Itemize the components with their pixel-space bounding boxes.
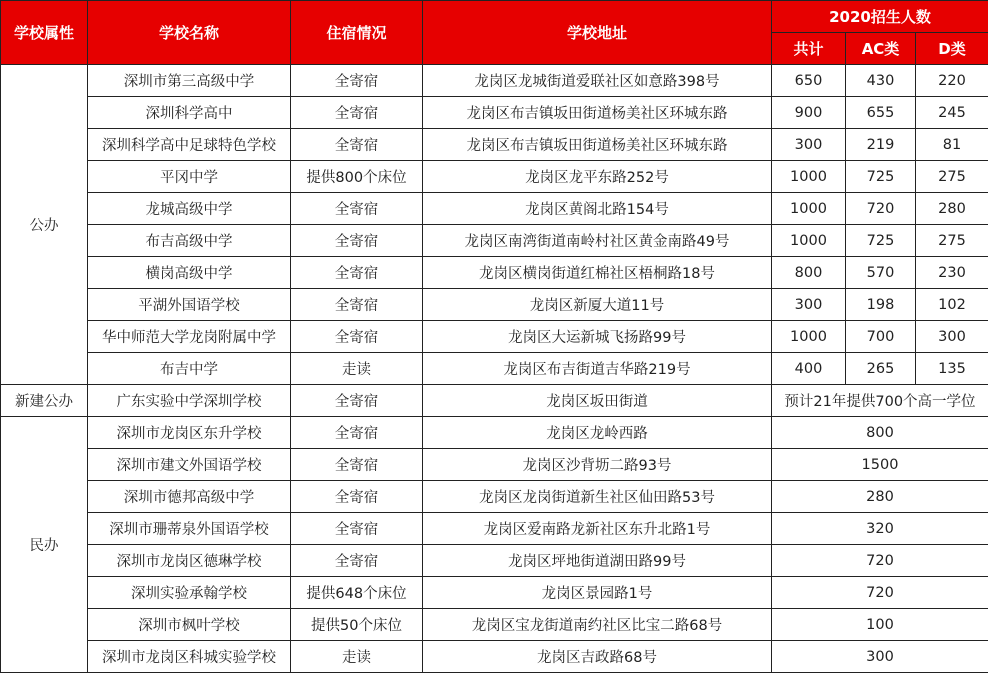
ac-cell: 720 — [846, 193, 916, 225]
ac-cell: 198 — [846, 289, 916, 321]
accommodation-cell: 全寄宿 — [291, 289, 423, 321]
accommodation-cell: 全寄宿 — [291, 449, 423, 481]
total-cell: 400 — [772, 353, 846, 385]
address-cell: 龙岗区布吉街道吉华路219号 — [423, 353, 772, 385]
d-cell: 220 — [916, 65, 988, 97]
ac-cell: 265 — [846, 353, 916, 385]
ac-cell: 725 — [846, 161, 916, 193]
address-cell: 龙岗区沙背坜二路93号 — [423, 449, 772, 481]
header-address: 学校地址 — [423, 1, 772, 65]
enrollment-merged-cell: 100 — [772, 609, 988, 641]
table-row — [1, 417, 988, 449]
table-row — [1, 545, 988, 577]
enrollment-merged-cell: 1500 — [772, 449, 988, 481]
table-row — [1, 161, 988, 193]
table-row — [1, 385, 988, 417]
accommodation-cell: 全寄宿 — [291, 225, 423, 257]
address-cell: 龙岗区龙平东路252号 — [423, 161, 772, 193]
accommodation-cell: 提供648个床位 — [291, 577, 423, 609]
address-cell: 龙岗区大运新城飞扬路99号 — [423, 321, 772, 353]
school-name-cell: 深圳科学高中 — [88, 97, 291, 129]
accommodation-cell: 提供800个床位 — [291, 161, 423, 193]
address-cell: 龙岗区龙岗街道新生社区仙田路53号 — [423, 481, 772, 513]
enrollment-merged-cell: 720 — [772, 545, 988, 577]
table-row — [1, 513, 988, 545]
d-cell: 300 — [916, 321, 988, 353]
school-name-cell: 华中师范大学龙岗附属中学 — [88, 321, 291, 353]
d-cell: 245 — [916, 97, 988, 129]
table-row — [1, 257, 988, 289]
accommodation-cell: 全寄宿 — [291, 417, 423, 449]
address-cell: 龙岗区南湾街道南岭村社区黄金南路49号 — [423, 225, 772, 257]
d-cell: 280 — [916, 193, 988, 225]
d-cell: 275 — [916, 161, 988, 193]
school-type-cell: 民办 — [1, 417, 88, 673]
school-type-cell: 新建公办 — [1, 385, 88, 417]
header-total: 共计 — [772, 33, 846, 65]
table-body — [1, 65, 988, 673]
school-name-cell: 深圳市珊蒂泉外国语学校 — [88, 513, 291, 545]
address-cell: 龙岗区龙城街道爱联社区如意路398号 — [423, 65, 772, 97]
address-cell: 龙岗区黄阁北路154号 — [423, 193, 772, 225]
school-name-cell: 龙城高级中学 — [88, 193, 291, 225]
ac-cell: 219 — [846, 129, 916, 161]
ac-cell: 700 — [846, 321, 916, 353]
school-name-cell: 平湖外国语学校 — [88, 289, 291, 321]
school-name-cell: 深圳市德邦高级中学 — [88, 481, 291, 513]
table-row — [1, 641, 988, 673]
accommodation-cell: 全寄宿 — [291, 193, 423, 225]
address-cell: 龙岗区布吉镇坂田街道杨美社区环城东路 — [423, 97, 772, 129]
school-name-cell: 广东实验中学深圳学校 — [88, 385, 291, 417]
total-cell: 1000 — [772, 161, 846, 193]
total-cell: 1000 — [772, 225, 846, 257]
table-row — [1, 321, 988, 353]
school-name-cell: 深圳市枫叶学校 — [88, 609, 291, 641]
accommodation-cell: 全寄宿 — [291, 65, 423, 97]
address-cell: 龙岗区坂田街道 — [423, 385, 772, 417]
enrollment-merged-cell: 720 — [772, 577, 988, 609]
table-row — [1, 129, 988, 161]
total-cell: 900 — [772, 97, 846, 129]
school-name-cell: 布吉高级中学 — [88, 225, 291, 257]
school-name-cell: 深圳市建文外国语学校 — [88, 449, 291, 481]
accommodation-cell: 全寄宿 — [291, 97, 423, 129]
total-cell: 1000 — [772, 193, 846, 225]
enrollment-merged-cell: 800 — [772, 417, 988, 449]
enrollment-merged-cell: 预计21年提供700个高一学位 — [772, 385, 988, 417]
table-row — [1, 65, 988, 97]
total-cell: 1000 — [772, 321, 846, 353]
table-row — [1, 353, 988, 385]
accommodation-cell: 全寄宿 — [291, 385, 423, 417]
d-cell: 275 — [916, 225, 988, 257]
ac-cell: 430 — [846, 65, 916, 97]
accommodation-cell: 走读 — [291, 353, 423, 385]
address-cell: 龙岗区龙岭西路 — [423, 417, 772, 449]
table-row — [1, 577, 988, 609]
d-cell: 81 — [916, 129, 988, 161]
address-cell: 龙岗区布吉镇坂田街道杨美社区环城东路 — [423, 129, 772, 161]
school-type-cell: 公办 — [1, 65, 88, 385]
address-cell: 龙岗区宝龙街道南约社区比宝二路68号 — [423, 609, 772, 641]
header-accommodation: 住宿情况 — [291, 1, 423, 65]
table-row — [1, 97, 988, 129]
accommodation-cell: 提供50个床位 — [291, 609, 423, 641]
ac-cell: 655 — [846, 97, 916, 129]
school-name-cell: 布吉中学 — [88, 353, 291, 385]
table-row — [1, 193, 988, 225]
school-name-cell: 横岗高级中学 — [88, 257, 291, 289]
d-cell: 135 — [916, 353, 988, 385]
total-cell: 300 — [772, 129, 846, 161]
school-name-cell: 深圳市龙岗区德琳学校 — [88, 545, 291, 577]
accommodation-cell: 全寄宿 — [291, 481, 423, 513]
total-cell: 800 — [772, 257, 846, 289]
accommodation-cell: 走读 — [291, 641, 423, 673]
ac-cell: 570 — [846, 257, 916, 289]
school-name-cell: 深圳实验承翰学校 — [88, 577, 291, 609]
table-row — [1, 225, 988, 257]
total-cell: 300 — [772, 289, 846, 321]
d-cell: 102 — [916, 289, 988, 321]
table-row — [1, 481, 988, 513]
accommodation-cell: 全寄宿 — [291, 321, 423, 353]
ac-cell: 725 — [846, 225, 916, 257]
address-cell: 龙岗区爱南路龙新社区东升北路1号 — [423, 513, 772, 545]
accommodation-cell: 全寄宿 — [291, 129, 423, 161]
header-ac: AC类 — [846, 33, 916, 65]
header-d: D类 — [916, 33, 988, 65]
accommodation-cell: 全寄宿 — [291, 257, 423, 289]
school-name-cell: 深圳市龙岗区科城实验学校 — [88, 641, 291, 673]
enrollment-merged-cell: 300 — [772, 641, 988, 673]
address-cell: 龙岗区新厦大道11号 — [423, 289, 772, 321]
address-cell: 龙岗区坪地街道湖田路99号 — [423, 545, 772, 577]
total-cell: 650 — [772, 65, 846, 97]
school-name-cell: 深圳科学高中足球特色学校 — [88, 129, 291, 161]
table-header — [1, 1, 988, 65]
accommodation-cell: 全寄宿 — [291, 545, 423, 577]
school-name-cell: 平冈中学 — [88, 161, 291, 193]
d-cell: 230 — [916, 257, 988, 289]
header-enrollment: 2020招生人数 — [772, 1, 988, 33]
header-school-name: 学校名称 — [88, 1, 291, 65]
accommodation-cell: 全寄宿 — [291, 513, 423, 545]
school-name-cell: 深圳市第三高级中学 — [88, 65, 291, 97]
enrollment-merged-cell: 320 — [772, 513, 988, 545]
enrollment-merged-cell: 280 — [772, 481, 988, 513]
school-name-cell: 深圳市龙岗区东升学校 — [88, 417, 291, 449]
table-row — [1, 449, 988, 481]
header-school-type: 学校属性 — [1, 1, 88, 65]
table-row — [1, 289, 988, 321]
address-cell: 龙岗区横岗街道红棉社区梧桐路18号 — [423, 257, 772, 289]
address-cell: 龙岗区吉政路68号 — [423, 641, 772, 673]
table-row — [1, 609, 988, 641]
address-cell: 龙岗区景园路1号 — [423, 577, 772, 609]
